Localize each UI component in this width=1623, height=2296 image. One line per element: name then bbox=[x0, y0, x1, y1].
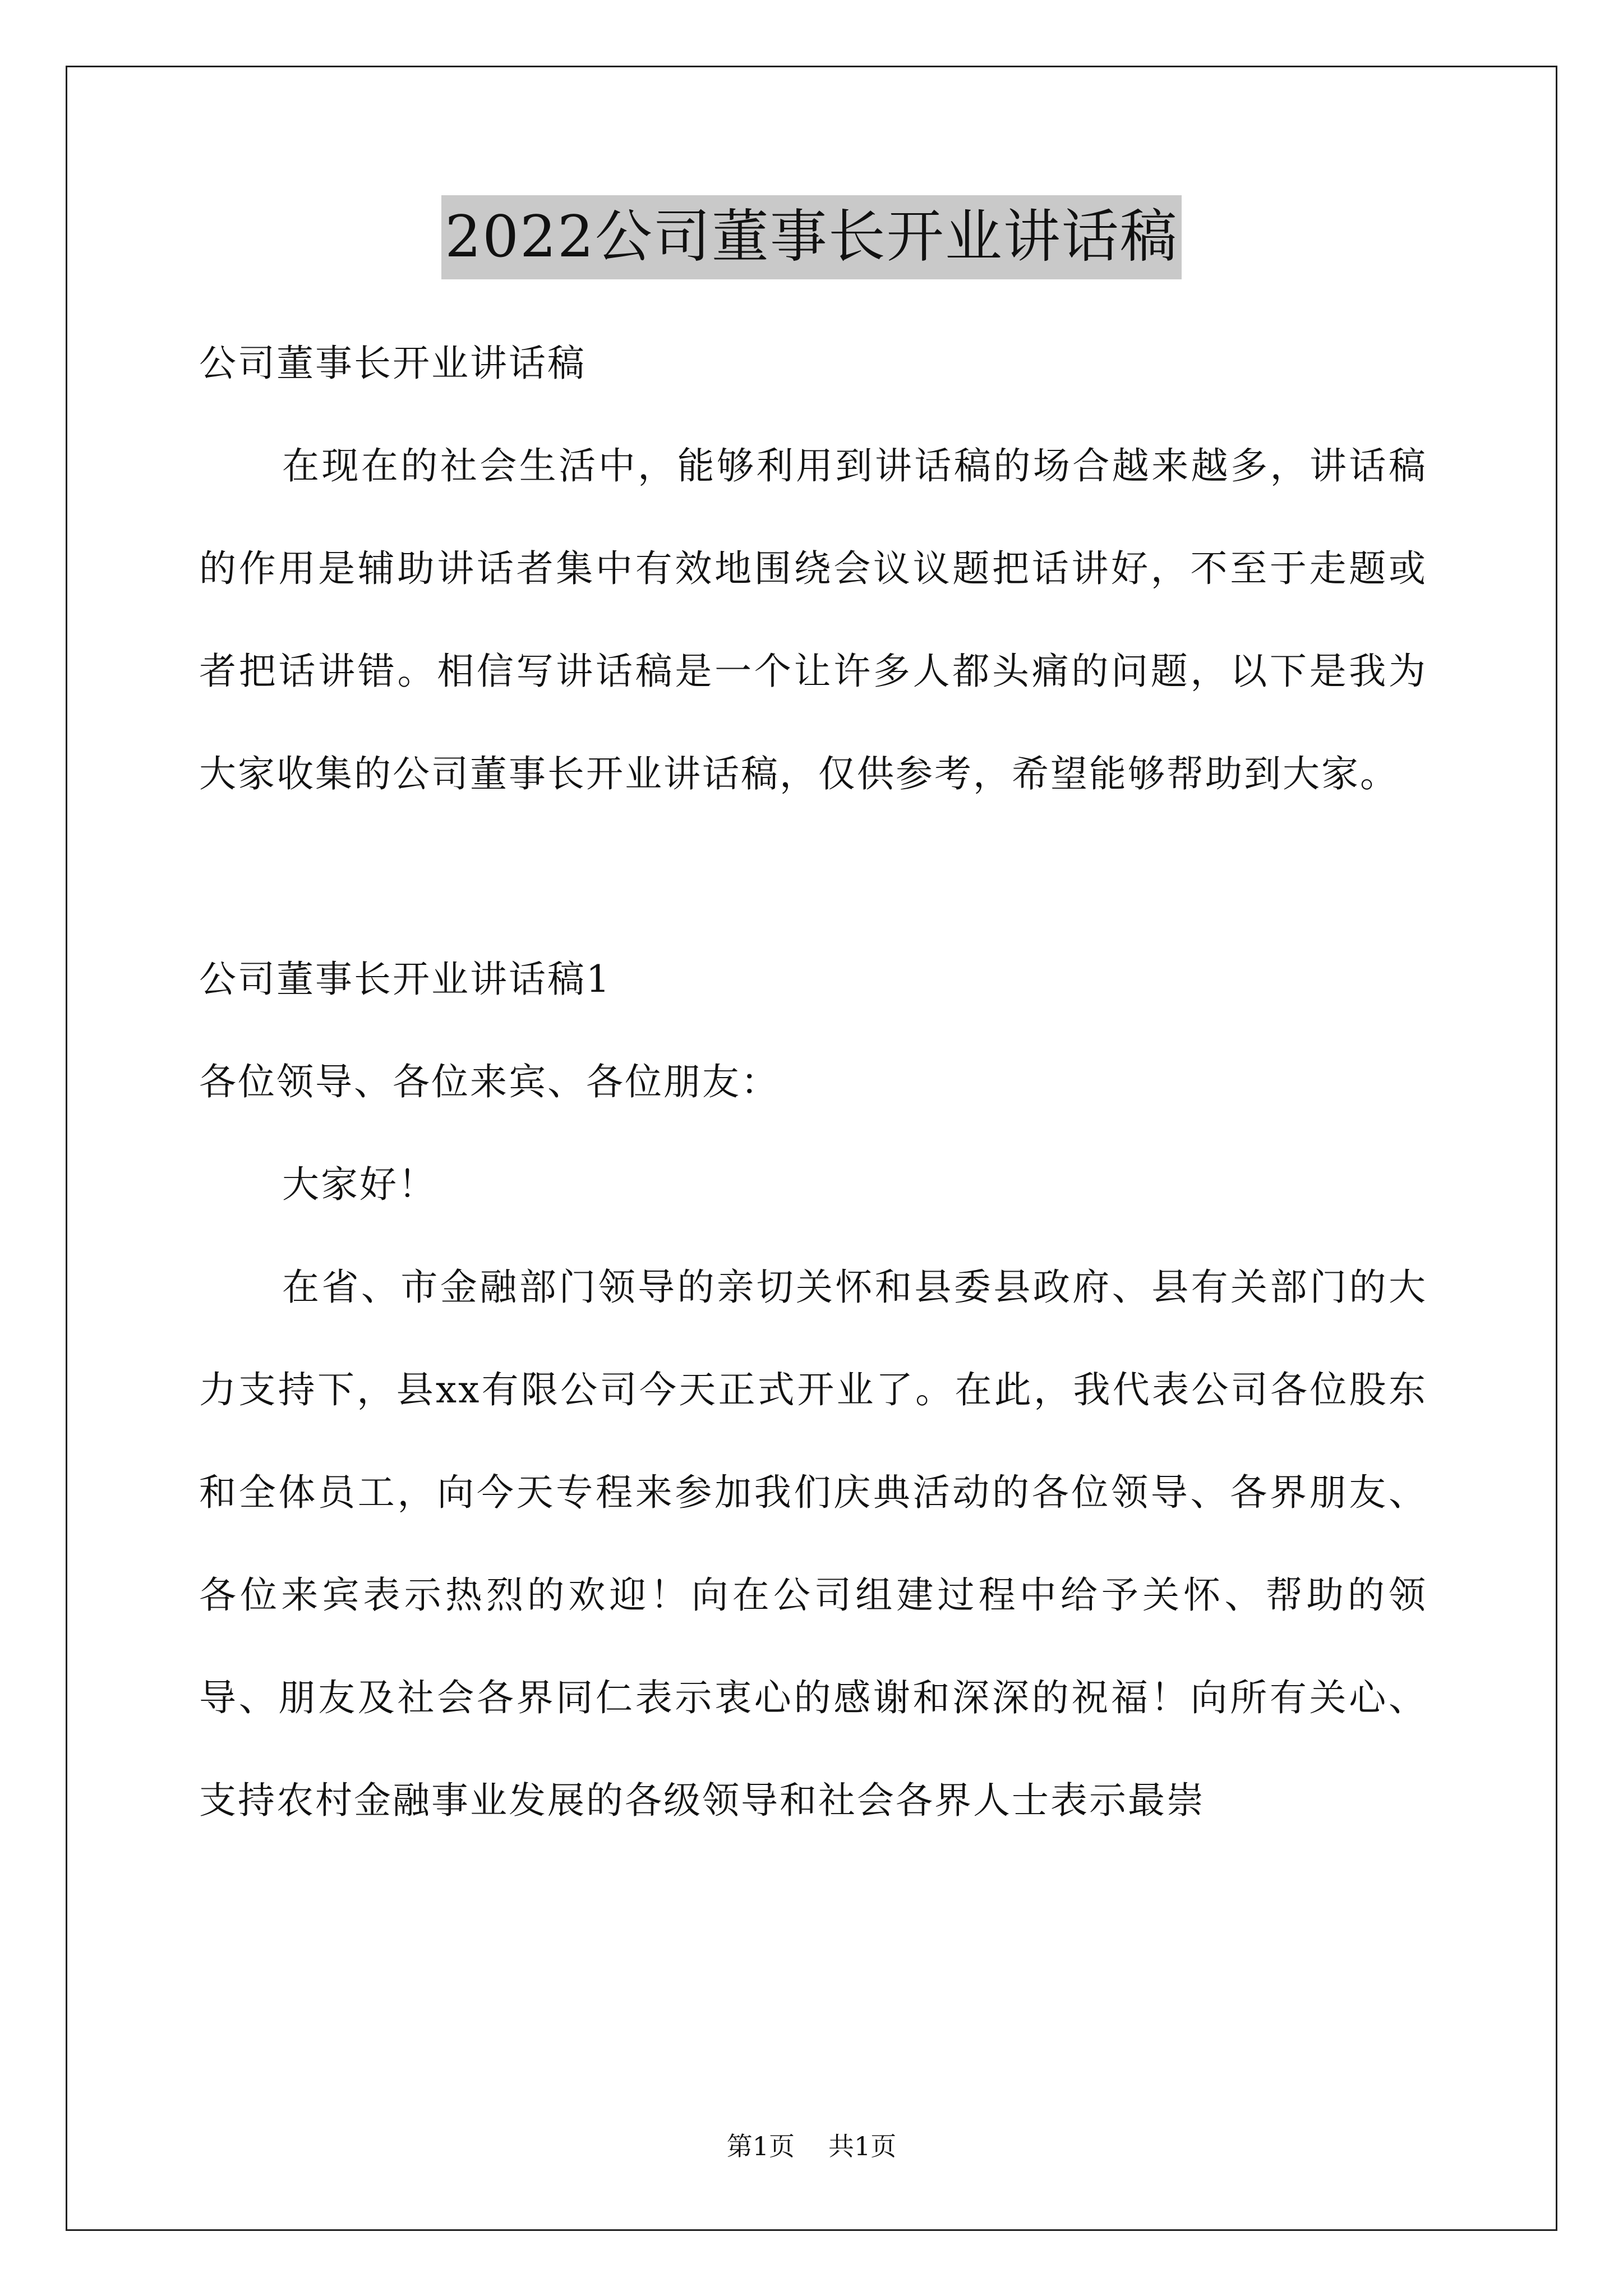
page-footer bbox=[0, 2129, 1623, 2163]
document-title: 2022公司董事长开业讲话稿 bbox=[441, 195, 1182, 279]
intro-paragraph: 在现在的社会生活中，能够利用到讲话稿的场合越来越多，讲话稿的作用是辅助讲话者集中有效地围绕会议议题把话讲好，不至于走题或者把话讲错。相信写讲话稿是一个让许多人都头痛的问题，以下是我为大家收集的公司董事长开业讲话稿，仅供参考，希望能够帮助到大家。 bbox=[199, 444, 1427, 795]
salutation: 各位领导、各位来宾、各位朋友： bbox=[199, 1060, 780, 1103]
document-subtitle: 公司董事长开业讲话稿 bbox=[199, 342, 586, 385]
page-number-total: 共1页 bbox=[828, 2131, 897, 2161]
section-heading: 公司董事长开业讲话稿1 bbox=[199, 958, 611, 1001]
paragraph-spacer bbox=[199, 825, 1427, 928]
body-paragraph: 在省、市金融部门领导的亲切关怀和县委县政府、县有关部门的大力支持下，县xx有限公司今天正式开业了。在此，我代表公司各位股东和全体员工，向今天专程来参加我们庆典活动的各位领导、各界朋友、各位来宾表示热烈的欢迎！向在公司组建过程中给予关怀、帮助的领导、朋友及社会各界同仁表示衷心的感谢和深深的祝福！向所有关心、支持农村金融事业发展的各级领导和社会各界人士表示最崇 bbox=[199, 1266, 1427, 1822]
page-number-current: 第1页 bbox=[726, 2131, 795, 2161]
greeting: 大家好！ bbox=[282, 1163, 437, 1206]
document-body bbox=[199, 312, 1427, 1852]
title-container bbox=[0, 195, 1623, 279]
